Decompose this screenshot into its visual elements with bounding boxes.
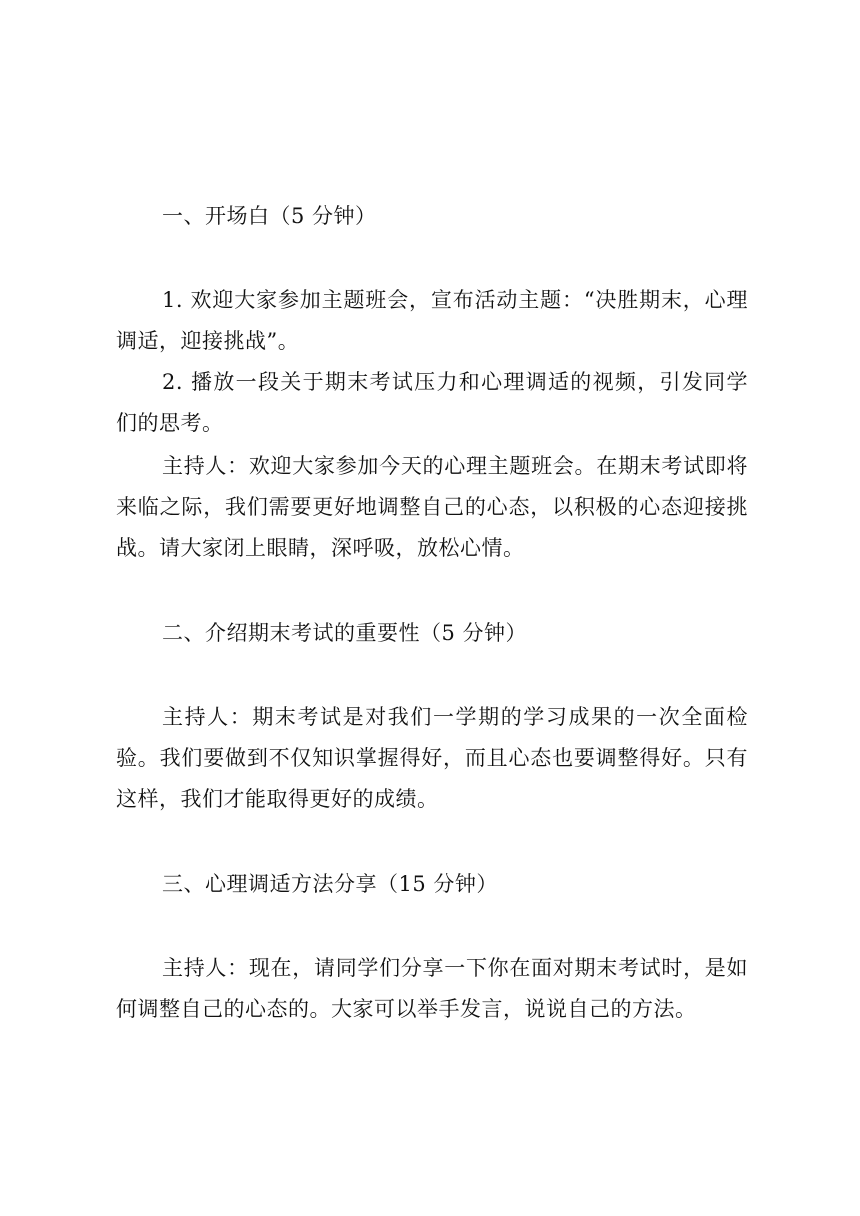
section-1-heading: 一、开场白（5 分钟） (162, 204, 377, 228)
section-2-paragraph-1: 主持人：期末考试是对我们一学期的学习成果的一次全面检验。我们要做到不仅知识掌握得好，而且心态也要调整得好。只有这样，我们才能取得更好的成绩。 (116, 705, 748, 811)
section-3-heading: 三、心理调适方法分享（15 分钟） (162, 872, 498, 896)
section-1-paragraph-1: 1. 欢迎大家参加主题班会，宣布活动主题：“决胜期末，心理调适，迎接挑战”。 (116, 288, 748, 353)
section-1-paragraph-3: 主持人：欢迎大家参加今天的心理主题班会。在期末考试即将来临之际，我们需要更好地调整自己的心态，以积极的心态迎接挑战。请大家闭上眼睛，深呼吸，放松心情。 (116, 454, 748, 560)
section-1-paragraph-2: 2. 播放一段关于期末考试压力和心理调适的视频，引发同学们的思考。 (116, 370, 748, 435)
section-2-heading: 二、介绍期末考试的重要性（5 分钟） (162, 621, 528, 645)
section-3-paragraph-1: 主持人：现在，请同学们分享一下你在面对期末考试时，是如何调整自己的心态的。大家可以举手发言，说说自己的方法。 (116, 956, 748, 1021)
